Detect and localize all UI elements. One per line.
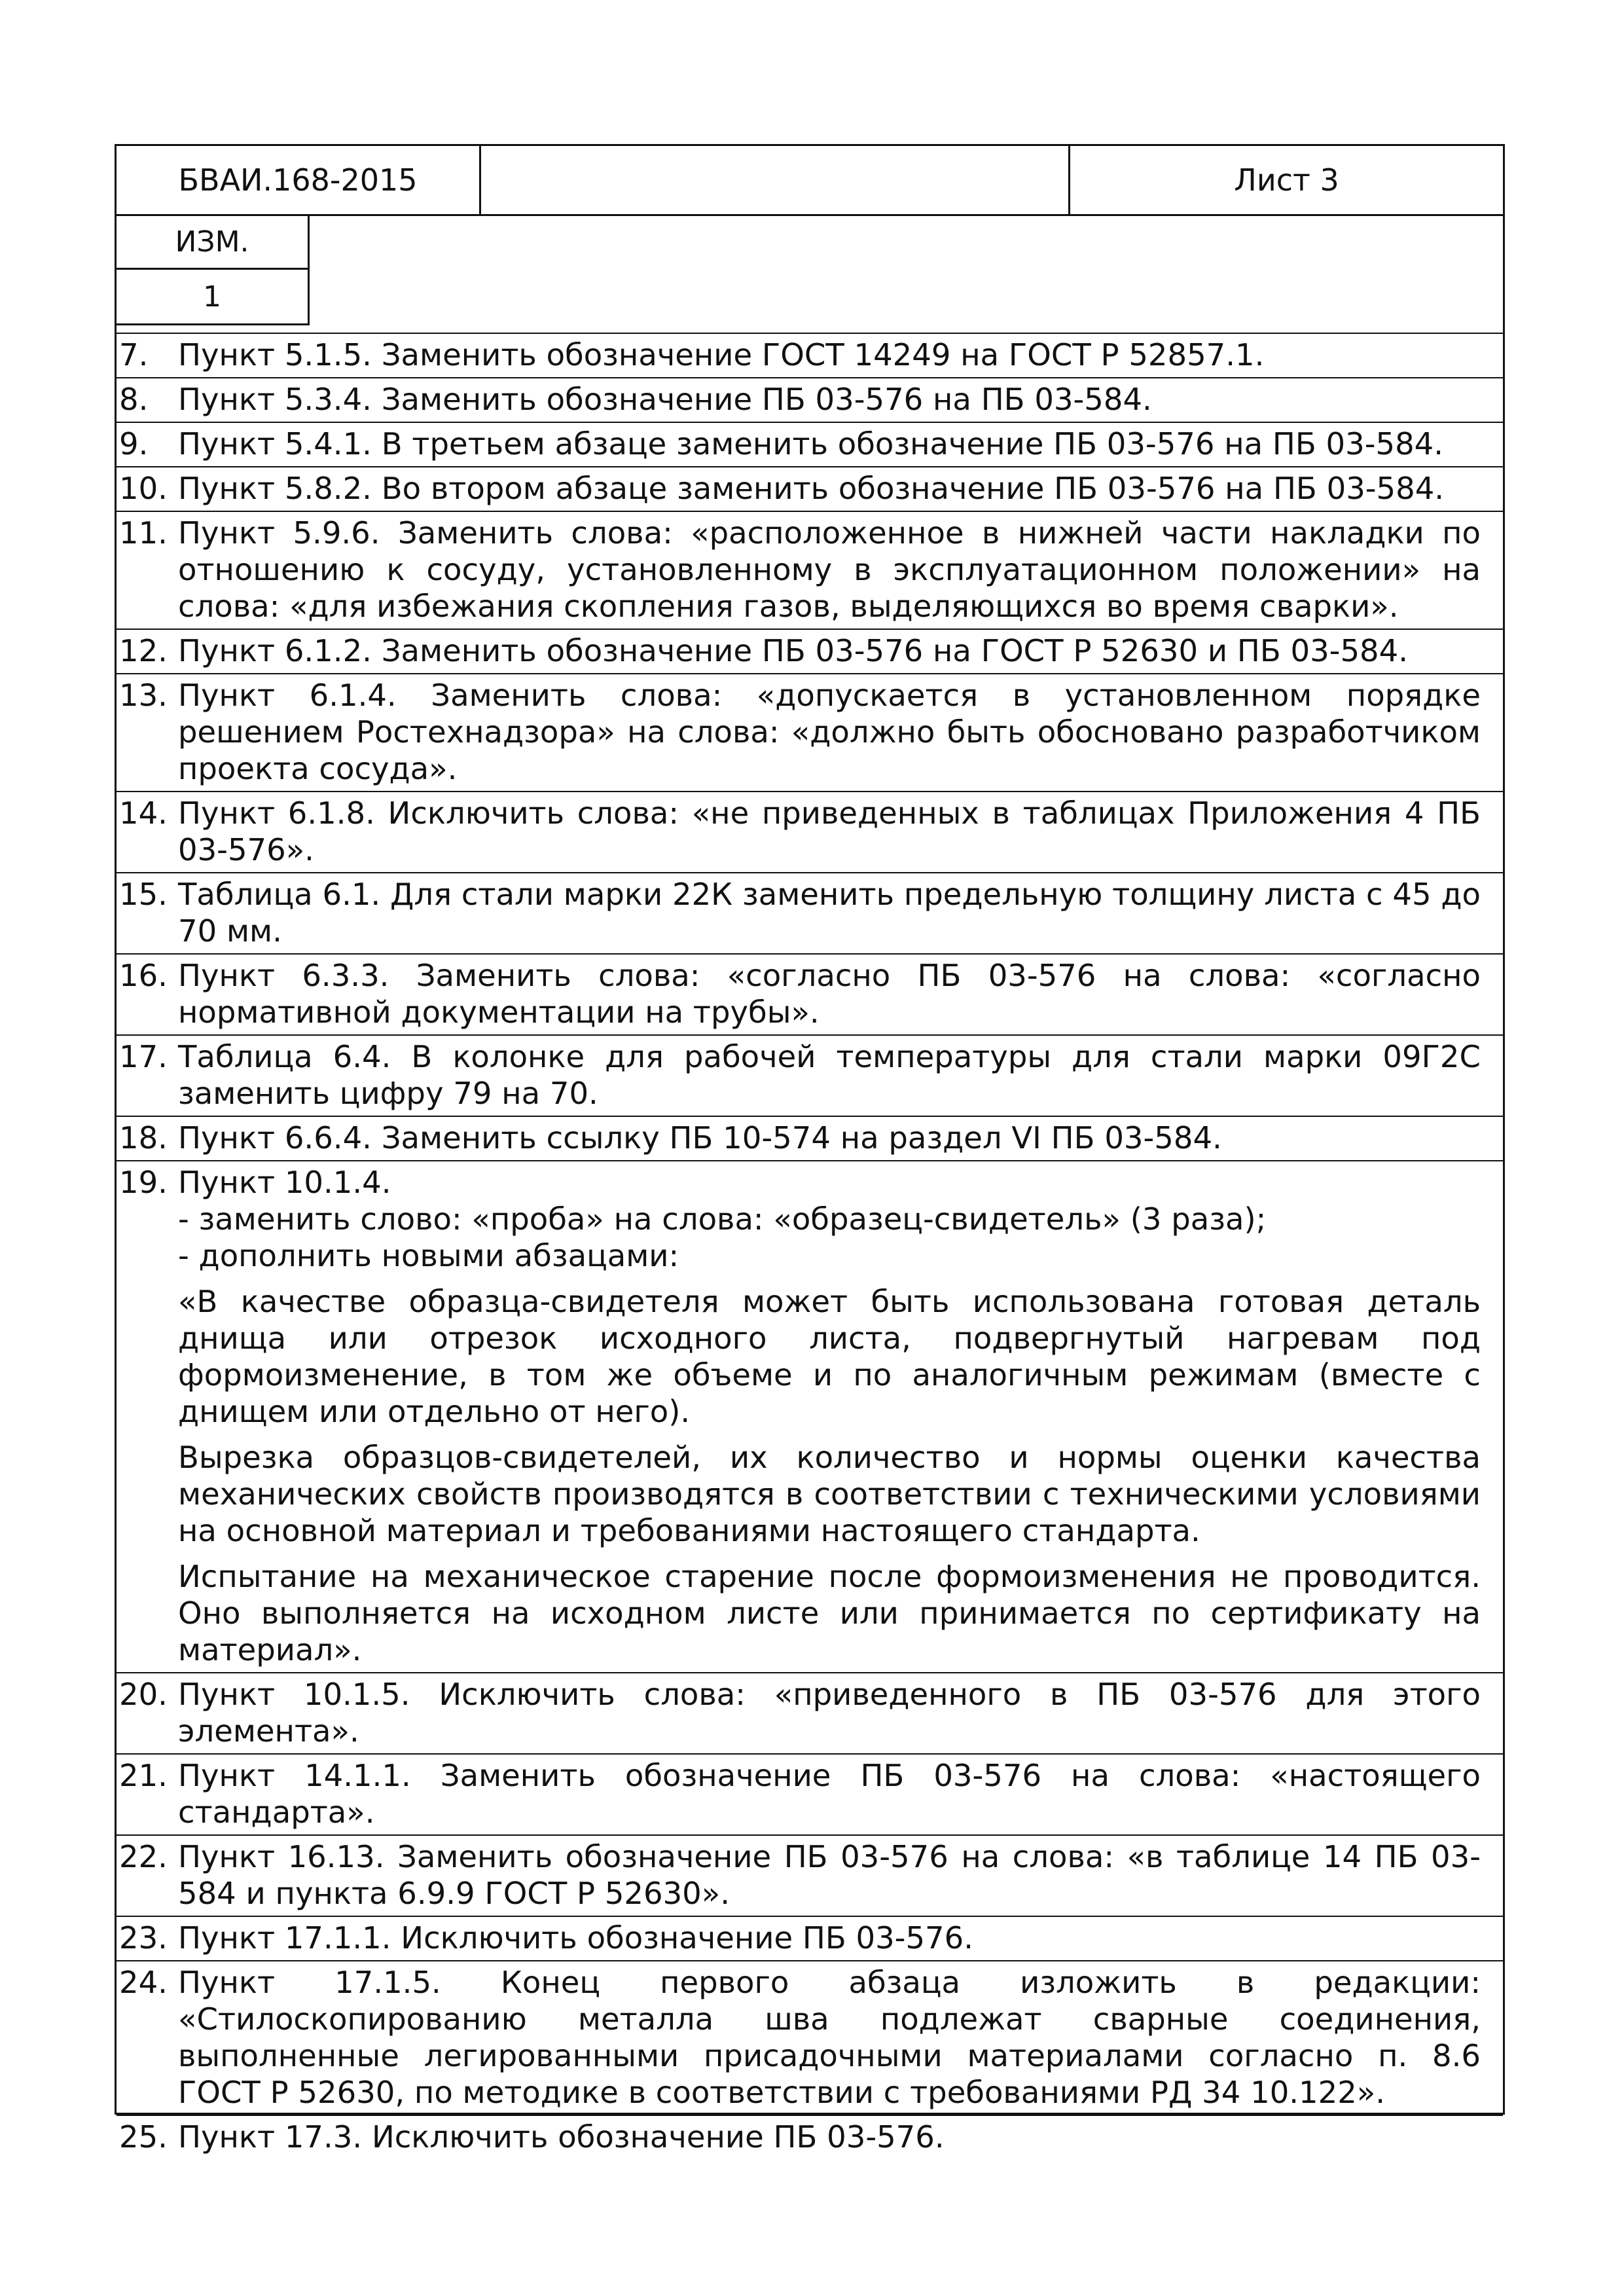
sheet-number: Лист 3: [1234, 162, 1339, 198]
amendment-item: [117, 791, 1503, 872]
amendment-paragraph: Пункт 17.3. Исключить обозначение ПБ 03-576.: [178, 2119, 945, 2155]
amendment-item: [117, 1960, 1503, 2115]
amendment-text: [178, 1920, 1503, 1956]
amendment-number: 10.: [119, 471, 168, 506]
amendment-item: [117, 872, 1503, 953]
amendment-text: [178, 957, 1503, 1030]
amendment-text: [178, 2119, 1503, 2155]
change-label: ИЗМ.: [117, 216, 308, 270]
page-frame: [115, 144, 1505, 2155]
amendment-item: [117, 1160, 1503, 1672]
amendment-item: [117, 673, 1503, 791]
amendment-text: [178, 632, 1503, 669]
amendment-paragraph: Пункт 5.4.1. В третьем абзаце заменить обозначение ПБ 03-576 на ПБ 03-584.: [178, 426, 1444, 462]
amendment-item: [117, 1834, 1503, 1916]
amendment-number: 19.: [119, 1165, 168, 1200]
amendment-item: [117, 1916, 1503, 1960]
amendment-paragraph: Пункт 5.3.4. Заменить обозначение ПБ 03-576 на ПБ 03-584.: [178, 382, 1152, 417]
amendment-item: [117, 629, 1503, 673]
amendment-item: [117, 377, 1503, 422]
amendment-number: 11.: [119, 515, 168, 551]
amendment-number: 23.: [119, 1920, 168, 1956]
amendment-text: [178, 1757, 1503, 1831]
amendment-item: [117, 1034, 1503, 1116]
amendment-text: [178, 677, 1503, 787]
amendment-paragraph: Пункт 6.3.3. Заменить слова: «согласно ПБ 03-576 на слова: «согласно нормативной документации на трубы».: [178, 958, 1481, 1030]
amendment-text: [178, 1964, 1503, 2111]
amendment-paragraph: Таблица 6.4. В колонке для рабочей температуры для стали марки 09Г2С заменить цифру 79 на 70.: [178, 1039, 1481, 1111]
amendment-list: [117, 333, 1503, 2159]
change-number: 1: [203, 280, 221, 314]
amendment-number: 12.: [119, 633, 168, 668]
amendment-item: [117, 333, 1503, 377]
title-block-middle-cell: [481, 146, 1070, 214]
amendment-paragraph: Пункт 5.1.5. Заменить обозначение ГОСТ 14249 на ГОСТ Р 52857.1.: [178, 337, 1265, 373]
amendment-number: 17.: [119, 1039, 168, 1074]
amendment-paragraph: Таблица 6.1. Для стали марки 22К заменить предельную толщину листа с 45 до 70 мм.: [178, 877, 1481, 949]
amendment-number: 7.: [119, 337, 149, 373]
amendment-paragraph: Пункт 17.1.5. Конец первого абзаца изложить в редакции: «Стилоскопированию металла шва подлежат сварные соединения, выполненные легированными присадочными материалами согласно п. 8.6 ГОСТ Р 52630, по методике в соответствии с требованиями РД 34 10.122».: [178, 1965, 1481, 2110]
amendment-item: [117, 511, 1503, 629]
amendment-paragraph: Пункт 17.1.1. Исключить обозначение ПБ 03-576.: [178, 1920, 973, 1956]
amendment-number: 9.: [119, 426, 149, 462]
amendment-paragraph: Пункт 10.1.5. Исключить слова: «приведенного в ПБ 03-576 для этого элемента».: [178, 1677, 1481, 1749]
amendment-paragraph: Испытание на механическое старение после формоизменения не проводится. Оно выполняется на исходном листе или принимается по сертификату на материал».: [178, 1559, 1481, 1667]
amendment-paragraph: Пункт 6.1.4. Заменить слова: «допускается в установленном порядке решением Ростехнадзора» на слова: «должно быть обосновано разработчиком проекта сосуда».: [178, 678, 1481, 786]
amendment-text: [178, 1120, 1503, 1156]
amendment-text: [178, 381, 1503, 418]
amendment-text: [178, 1676, 1503, 1749]
amendment-item: [117, 1753, 1503, 1834]
amendment-paragraph: Вырезка образцов-свидетелей, их количество и нормы оценки качества механических свойств производятся в соответствии с техническими условиями на основной материал и требованиями настоящего стандарта.: [178, 1440, 1481, 1548]
amendment-text: [178, 876, 1503, 949]
amendment-text: [178, 1038, 1503, 1112]
amendment-text: [178, 515, 1503, 625]
amendment-number: 21.: [119, 1758, 168, 1793]
amendment-number: 13.: [119, 678, 168, 713]
amendment-paragraph: Пункт 10.1.4. - заменить слово: «проба» на слова: «образец-свидетель» (3 раза); - дополнить новыми абзацами:: [178, 1165, 1267, 1273]
title-block: [117, 146, 1503, 216]
amendment-item: [117, 1116, 1503, 1160]
amendment-paragraph: Пункт 6.1.8. Исключить слова: «не приведенных в таблицах Приложения 4 ПБ 03-576».: [178, 795, 1481, 867]
amendment-item: [117, 2115, 1503, 2159]
change-table: [117, 216, 310, 325]
amendment-paragraph: Пункт 16.13. Заменить обозначение ПБ 03-576 на слова: «в таблице 14 ПБ 03-584 и пункта 6.9.9 ГОСТ Р 52630».: [178, 1839, 1481, 1911]
amendment-number: 15.: [119, 877, 168, 912]
amendment-paragraph: «В качестве образца-свидетеля может быть использована готовая деталь днища или отрезок исходного листа, подвергнутый нагревам под формоизменение, в том же объеме и по аналогичным режимам (вместе с днищем или отдельно от него).: [178, 1284, 1481, 1429]
amendment-number: 22.: [119, 1839, 168, 1874]
amendment-paragraph: Пункт 5.8.2. Во втором абзаце заменить обозначение ПБ 03-576 на ПБ 03-584.: [178, 471, 1445, 506]
amendment-paragraph: Пункт 5.9.6. Заменить слова: «расположенное в нижней части накладки по отношению к сосуду, установленному в эксплуатационном положении» на слова: «для избежания скопления газов, выделяющихся во время сварки».: [178, 515, 1481, 624]
amendment-paragraph: Пункт 6.1.2. Заменить обозначение ПБ 03-576 на ГОСТ Р 52630 и ПБ 03-584.: [178, 633, 1408, 668]
amendment-text: [178, 795, 1503, 868]
amendment-paragraph: Пункт 6.6.4. Заменить ссылку ПБ 10-574 на раздел VI ПБ 03-584.: [178, 1120, 1222, 1156]
document-code: БВАИ.168-2015: [117, 146, 481, 214]
amendment-item: [117, 953, 1503, 1034]
amendment-item: [117, 1672, 1503, 1753]
amendment-text: [178, 1838, 1503, 1912]
amendment-number: 18.: [119, 1120, 168, 1156]
amendment-number: 24.: [119, 1965, 168, 2000]
amendment-text: [178, 426, 1503, 462]
amendment-number: 25.: [119, 2119, 168, 2155]
amendment-paragraph: Пункт 14.1.1. Заменить обозначение ПБ 03-576 на слова: «настоящего стандарта».: [178, 1758, 1481, 1830]
amendment-text: [178, 470, 1503, 507]
amendment-number: 20.: [119, 1677, 168, 1712]
amendment-item: [117, 422, 1503, 466]
amendment-number: 8.: [119, 382, 149, 417]
amendment-text: [178, 337, 1503, 373]
amendment-number: 16.: [119, 958, 168, 993]
amendment-item: [117, 466, 1503, 511]
amendment-number: 14.: [119, 795, 168, 831]
amendment-text: [178, 1164, 1503, 1668]
